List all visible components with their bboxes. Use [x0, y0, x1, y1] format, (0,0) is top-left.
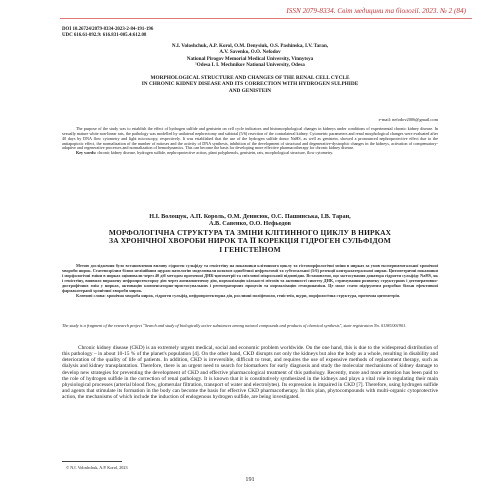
affiliation-1: National Pirogov Memorial Medical University, Vinnytsya [186, 55, 314, 62]
udc-line: UDC 616.61-092.9: 616.831-005.4:612.08 [62, 33, 147, 38]
running-header [0, 0, 500, 26]
title-ua-line-3: І ГЕНІСТЕЇНОМ [219, 244, 281, 254]
authors-ua-line-1: Н.І. Волощук, А.П. Король, О.М. Денисюк, О.С. Пашинська, І.В. Таран, [149, 213, 351, 220]
author-email: e-mail: nefodov2006@gmail.com [378, 117, 438, 122]
article-title [62, 75, 438, 94]
authors-line-2: A.V. Savenko, O.O. Nefodov [219, 49, 281, 56]
keywords-ua: Ключові слова: хронічна хвороба нирок, гідроген сульфід, нефропротекторна дія, рослинні поліфеноли, геністеїн, щури, морфологічна структура, проточна цитометрія. [76, 293, 400, 299]
introduction-text [62, 345, 438, 400]
keywords-label: Key words: [76, 150, 97, 156]
footnote-rule [62, 461, 122, 462]
journal-header: ISSN 2079-8334. Світ медицини та біології. 2023. № 2 (84) [286, 7, 466, 15]
title-ua [62, 229, 438, 254]
abstract-en [62, 127, 438, 156]
authors-line-1: N.I. Voloshchuk, A.P. Korol, O.M. Denysiuk, O.S. Pashinska, I.V. Taran, [171, 43, 329, 49]
header-rule [60, 18, 472, 19]
title-line-2: IN CHRONIC KIDNEY DISEASE AND ITS CORRECTION WITH HYDROGEN SULPHIDE [141, 81, 359, 88]
title-line-1: MORPHOLOGICAL STRUCTURE AND CHANGES OF THE RENAL CELL CYCLE [150, 75, 350, 81]
page-number: 191 [245, 476, 255, 483]
keywords-text: chronic kidney disease, hydrogen sulfide, nephroprotective action, plant polyphenols, genistein, rats, morphological structure, flow cytometry. [96, 150, 334, 156]
abstract-ua [62, 263, 438, 298]
abstract-text: The purpose of the study was to establish the effect of hydrogen sulfide and genistein on cell cycle indicators and histomorphological changes in kidneys under conditions of experimental chronic kidney disease. In sexually mature white non-linear rats, the pathology was modelled by unilateral nephrectomy and subtotal (5/6) resection of the contralateral kidney. Cytometric parameters and renal morphological changes were evaluated after 40 days by DNA flow cytometry and light microscopy, respectively. It was established that the use of the hydrogen sulfide donor NaHS, as well as genistein, showed a pronounced nephroprotective effect due to the antiapoptotic effect, the normalization of the number of mitoses and the activity of DNA synthesis, inhibition of the development of structural and degenerative-dystrophic changes in the kidneys, activation of compensatory-adaptive and regenerative processes and normalization of hemodynamics. This can become the basis for developing more effective pharmacotherapy for chronic kidney disease. [62, 126, 438, 151]
title-ua-line-1: МОРФОЛОГІЧНА СТРУКТУРА ТА ЗМІНИ КЛІТИННОГО ЦИКЛУ В НИРКАХ [108, 228, 392, 237]
affiliation-2: ¹Odesa I. I. Mechnikov National University, Odesa [195, 62, 305, 69]
intro-paragraph: Chronic kidney disease (CKD) is an extremely urgent medical, social and economic problem worldwide. On the one hand, this is due to the widespread distribution of this pathology – in about 10-15 % of the planet's population [4]. On the other hand, CKD disrupts not only the kidneys but also the body as a whole, resulting in disability and deterioration of the quality of life of patients. In addition, CKD is irreversible, difficult to treat, and requires the use of expensive methods of replacement therapy, such as dialysis and kidney transplantation. Therefore, there is an urgent need to search for biomarkers for early diagnosis and study the molecular mechanisms of kidney damage to develop new strategies for preventing the development of CKD and effective pharmacological treatment of this pathology. Recently, more and more attention has been paid to the role of hydrogen sulfide in the correction of renal pathology. It is known that it is constitutively synthesized in the kidneys and plays a vital role in regulating their main physiological processes (arterial blood flow, glomerular filtration, transport of water and electrolytes). Its expression is impaired in CKD [7]. Therefore, using hydrogen sulfide and agents that stimulate its formation in the body can become the basis for effective CKD pharmacotherapy. In this plan, phytocompounds with multi-organic cytoprotective action, the mechanisms of which include the induction of endogenous hydrogen sulfide, are being investigated. [62, 345, 438, 401]
copyright: © N.I. Voloshchuk, A.P. Korol, 2023 [66, 465, 128, 470]
authors-block [62, 43, 438, 69]
doi-line: DOI 10.26724/2079-8334-2023-2-84-191-196 [62, 27, 154, 32]
doi-block [62, 27, 153, 39]
title-ua-line-2: ЗА ХРОНІЧНОЇ ХВОРОБИ НИРОК ТА ЇЇ КОРЕКЦІЯ ГІДРОГЕН СУЛЬФІДОМ [109, 236, 391, 246]
abstract-ua-text: Метою дослідження було встановлення впливу гідроген сульфіду та геністеїну на показники клітинного циклу та гістоморфологічні зміни в нирках за умов експериментальної хронічної хвороби нирок. Статевозрілим білим нелінійним щурам патологію моделювали шляхом однобічної нефректомії та субтотальної (5/6) резекції контралатеральної нирки. Цитометричні показники і морфологічні зміни в нирках оцінювали через 40 діб методом проточної ДНК-цитометрії та світлової мікроскопії відповідно. Встановлено, що застосування донатора гідроген сульфіду NaHS, як і геністеїну, виявило виражену нефропротекторну дію через антиапоптичну дію, нормалізацію кількості мітозів та активності синтезу ДНК, стримування розвитку структурних і дегенеративно-дистрофічних змін у нирках, активацію компенсаторно-пристосувальних і регенераторних процесів та нормалізацію гемодинаміки. Це може стати підґрунтям розробки більш ефективної фармакотерапії хронічної хвороби нирок. [62, 263, 438, 294]
authors-ua-line-2: А.В. Савенко, О.О. Нефьодов [209, 220, 291, 227]
funding-note: The study is a fragment of the research project "Search and study of biologically active substances among natural compounds and products of chemical synthesis", state registration No. 0118U001901. [62, 323, 407, 328]
authors-ua [62, 213, 438, 227]
title-line-3: AND GENISTEIN [228, 87, 272, 94]
